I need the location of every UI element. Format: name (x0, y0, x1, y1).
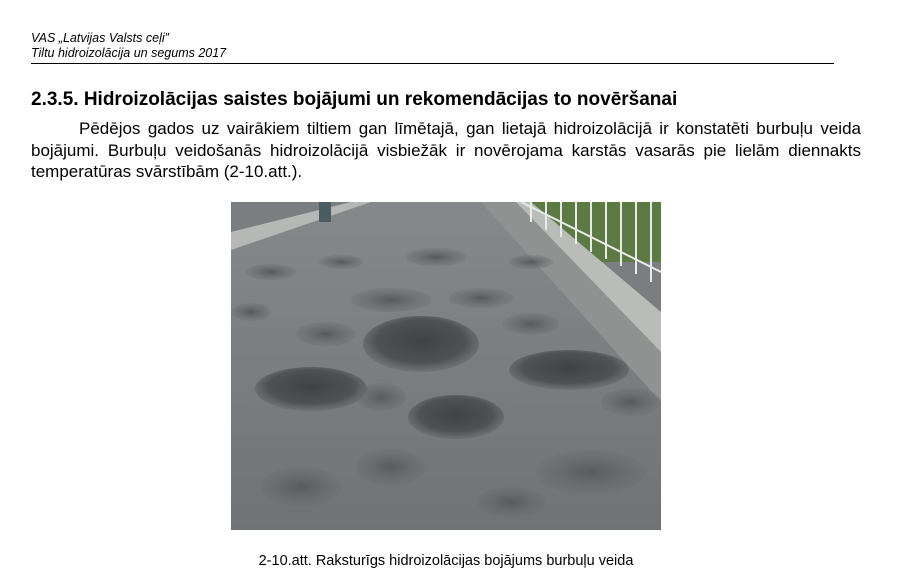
document-title: Tiltu hidroizolācija un segums 2017 (31, 46, 227, 60)
bridge-pavement-photo (231, 202, 661, 530)
organization-name: VAS „Latvijas Valsts ceļi” (31, 31, 169, 45)
section-heading: 2.3.5. Hidroizolācijas saistes bojājumi un rekomendācijas to novēršanai (31, 89, 678, 110)
body-paragraph: Pēdējos gados uz vairākiem tiltiem gan līmētajā, gan lietajā hidroizolācijā ir konstatēti burbuļu veida bojājumi. Burbuļu veidošanās hidroizolācijā visbiežāk ir novērojama karstās vasarās pie lielām diennakts temperatūras svārstībām (2-10.att.). (31, 119, 861, 181)
figure-caption: 2-10.att. Raksturīgs hidroizolācijas bojājums burbuļu veida (258, 553, 634, 569)
document-header (31, 31, 834, 64)
